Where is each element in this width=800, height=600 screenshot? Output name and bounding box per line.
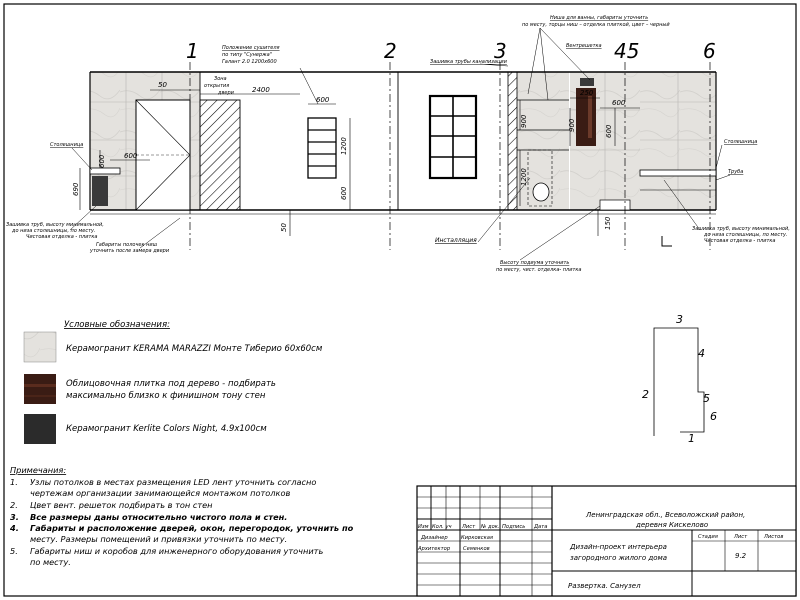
tb-project-1: Дизайн-проект интерьера	[570, 543, 667, 551]
label-towel-dryer-1: Положение сушителя	[222, 45, 280, 51]
tb-header-date: Дата	[534, 524, 548, 530]
tb-header-list: Лист	[462, 524, 476, 530]
vent-grille	[580, 78, 594, 86]
dim-1200-towel: 1200	[340, 137, 348, 155]
label-niche-top-2: по месту, торцы ниш – отделка плиткой, цвет – черный	[522, 22, 670, 28]
dim-1200-box: 1200	[520, 168, 528, 186]
dim-50-floor: 50	[280, 223, 288, 232]
label-mixer: Труба	[728, 169, 744, 175]
dim-600-niche-w: 600	[124, 152, 138, 160]
label-door-zone-3: двери	[218, 90, 234, 96]
tb-location-2: деревня Кискелово	[636, 521, 709, 529]
note-1-line1: Узлы потолков в местах размещения LED лент уточнить согласно	[30, 477, 317, 487]
note-1-num: 1.	[10, 477, 18, 487]
tb-sheet: 9.2	[735, 552, 747, 560]
label-pipe-left-2: до низа столешницы, по месту.	[12, 228, 96, 234]
tb-header-doc: № док.	[481, 524, 500, 530]
section-mark	[662, 236, 672, 246]
axis-label-45: 45	[614, 39, 640, 63]
legend	[24, 320, 323, 444]
note-1-line2: чертежам организации занимающейся монтажом потолков	[30, 488, 291, 498]
notes	[9, 465, 354, 567]
legend-item-3: Керамогранит Kerlite Colors Night, 4.9x100см	[66, 424, 267, 434]
dim-600-right-h: 600	[605, 124, 613, 138]
title-block	[417, 486, 796, 596]
dim-600-niche-h: 600	[98, 154, 106, 168]
note-5-line2: по месту.	[30, 557, 71, 567]
dim-690: 690	[72, 182, 80, 196]
note-4-line2: месту. Размеры помещений и привязки уточнить по месту.	[30, 534, 288, 544]
legend-swatch-wood	[24, 374, 56, 404]
key-plan-label-2: 2	[642, 388, 649, 401]
note-2-num: 2.	[10, 500, 18, 510]
note-3-line1: Все размеры даны относительно чистого пола и стен.	[30, 512, 288, 522]
note-3-num: 3.	[10, 512, 19, 522]
dim-600-towel-h: 600	[340, 186, 348, 200]
dim-2400: 2400	[252, 86, 270, 94]
legend-swatch-dark	[24, 414, 56, 444]
tb-drawing-title: Развертка. Санузел	[568, 582, 641, 590]
axis-label-3: 3	[494, 39, 507, 63]
podium	[600, 200, 630, 210]
tb-project-2: загородного жилого дома	[570, 554, 668, 562]
dim-900-right: 900	[568, 118, 576, 132]
label-pipe-right-2: до низа столешницы, по месту.	[704, 232, 788, 238]
dim-900-box: 900	[520, 114, 528, 128]
legend-title: Условные обозначения:	[64, 320, 170, 330]
axis-label-6: 6	[703, 39, 716, 63]
label-clear-height-1: Габариты полочек ниш	[96, 242, 158, 248]
wc-bowl	[533, 183, 549, 201]
legend-item-2-line2: максимально близко к финишном тону стен	[66, 391, 266, 401]
label-niche-top-1: Ниша для ванны, габариты уточнить	[550, 15, 649, 21]
label-shelf-left: Столешница	[50, 142, 84, 148]
tb-role-architect: Архитектор	[418, 546, 451, 552]
legend-swatch-marble	[24, 332, 56, 362]
legend-item-2-line1: Облицовочная плитка под дерево - подбирать	[66, 379, 276, 389]
label-installation: Инсталляция	[435, 237, 477, 244]
label-door-zone-1: Зона	[214, 76, 227, 82]
note-5-line1: Габариты ниш и коробов для инженерного оборудования уточнить	[30, 546, 324, 556]
label-pipe-left-3: Чистовая отделка - плитка	[26, 234, 98, 240]
label-shelf-right: Столешница	[724, 139, 758, 145]
dim-250: 250	[580, 89, 594, 97]
note-4-num: 4.	[10, 523, 19, 533]
axis-label-2: 2	[384, 39, 397, 63]
tb-location-1: Ленинградская обл., Всеволожский район,	[586, 511, 746, 519]
label-pipe-box: Зашивка трубы канализации	[430, 59, 507, 65]
tb-header-izm: Изм	[418, 524, 429, 530]
note-2-line1: Цвет вент. решеток подбирать в тон стен	[30, 500, 213, 510]
legend-item-1: Керамогранит KERAMA MARAZZI Монте Тиберио 60x60см	[66, 344, 323, 354]
towel-dryer	[308, 118, 336, 178]
tb-role-designer: Дизайнер	[421, 535, 448, 541]
dim-150: 150	[604, 216, 612, 230]
tb-header-sign: Подпись	[502, 524, 526, 530]
key-plan-label-4: 4	[698, 347, 705, 360]
label-towel-dryer-2: по типу "Сунержа"	[222, 52, 273, 58]
label-podium-2: по месту, чист. отделка- плитка	[496, 267, 582, 273]
window	[430, 96, 476, 178]
tb-stage-header: Стадия	[698, 534, 718, 540]
key-plan-label-1: 1	[688, 432, 695, 445]
label-pipe-left-1: Зашивка труб, высоту минимальной,	[6, 222, 104, 228]
label-pipe-right-1: Зашивка труб, высоту минимальной,	[692, 226, 790, 232]
key-plan-label-3: 3	[676, 313, 683, 326]
dim-600-towel: 600	[316, 96, 330, 104]
dim-50-top: 50	[158, 81, 167, 89]
pipe-box	[508, 72, 517, 210]
label-clear-height-2: уточнить после замера двери	[90, 248, 170, 254]
label-towel-dryer-3: Галант 2.0 1200x600	[222, 59, 277, 65]
key-plan-label-5: 5	[703, 392, 710, 405]
hatched-wall-left	[200, 100, 240, 210]
axis-label-1: 1	[186, 39, 199, 63]
dim-600-right: 600	[612, 99, 626, 107]
tb-sheets-header: Листов	[764, 534, 784, 540]
label-podium-1: Высоту подиума уточнить	[500, 260, 570, 266]
notes-title: Примечания:	[10, 465, 67, 475]
tb-name-designer: Кирковская	[461, 535, 493, 541]
label-door-zone-2: открытия	[204, 83, 230, 89]
tb-sheet-header: Лист	[734, 534, 748, 540]
note-5-num: 5.	[10, 546, 18, 556]
label-vent-grille: Вентрешетка	[566, 43, 602, 49]
tb-name-architect: Семенков	[463, 546, 490, 552]
label-pipe-right-3: Чистовая отделка - плитка	[704, 238, 776, 244]
key-plan	[642, 313, 717, 445]
countertop-right	[640, 170, 716, 176]
note-4-line1: Габариты и расположение дверей, окон, перегородок, уточнить по	[30, 523, 354, 533]
tb-header-kol: Кол. уч	[432, 524, 452, 530]
key-plan-label-6: 6	[710, 410, 717, 423]
